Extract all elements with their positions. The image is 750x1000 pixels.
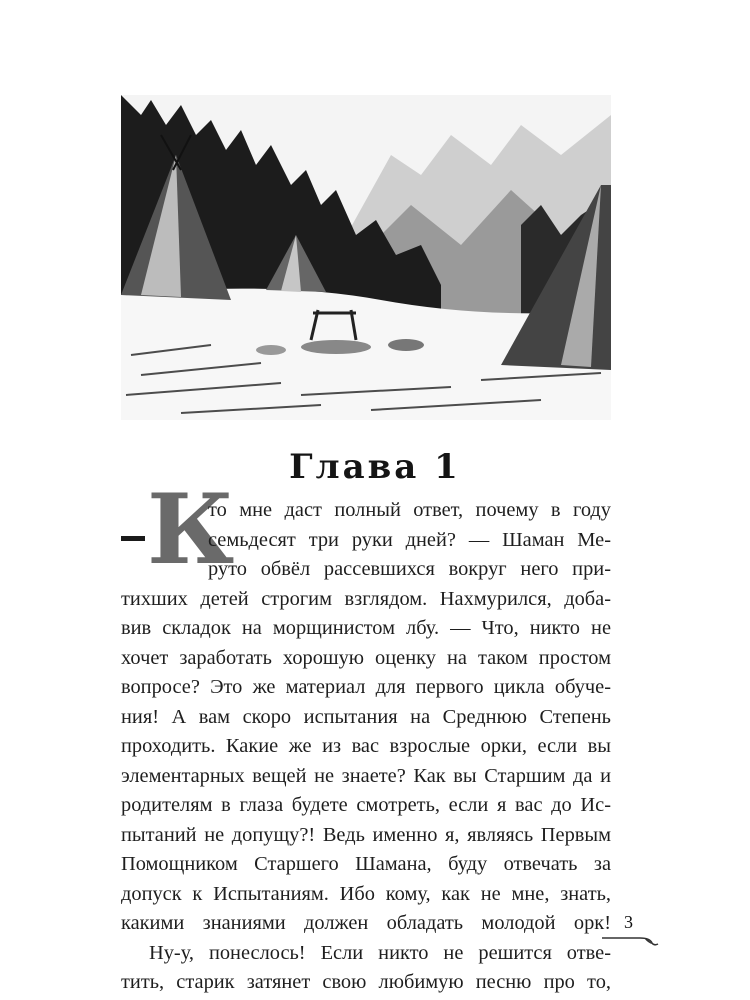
- text-line: проходить. Какие же из вас взрослые орки, если вы: [121, 735, 611, 757]
- chapter-illustration: [121, 95, 611, 420]
- text-line: пытаний не допущу?! Ведь именно я, являясь Первым: [121, 823, 611, 846]
- text-line: Помощником Старшего Шамана, буду отвечать за: [121, 853, 611, 875]
- drop-cap-letter: К: [147, 473, 235, 586]
- text-line: руто обвёл рассевшихся вокруг него при-: [208, 558, 611, 580]
- text-line: хочет заработать хорошую оценку на таком простом: [121, 646, 611, 669]
- page-ornament-icon: [600, 934, 660, 948]
- text-line: допуск к Испытаниям. Ибо кому, как не мне, знать,: [121, 882, 611, 905]
- text-line: семьдесят три руки дней? — Шаман Ме-: [208, 528, 611, 551]
- camp-landscape-image: [121, 95, 611, 420]
- text-line: тить, старик затянет свою любимую песню про то,: [121, 971, 611, 993]
- text-line: родителям в глаза будете смотреть, если я вас до Ис-: [121, 794, 611, 816]
- chapter-body: [121, 496, 611, 998]
- chapter-title: Глава 1: [289, 447, 461, 487]
- text-line: Ну-у, понеслось! Если никто не решится отве-: [149, 941, 611, 964]
- text-line: элементарных вещей не знаете? Как вы Старшим да и: [121, 764, 611, 787]
- text-line: тихших детей строгим взглядом. Нахмурился, доба-: [121, 587, 611, 610]
- text-line: вопросе? Это же материал для первого цикла обуче-: [121, 676, 611, 698]
- text-line: то мне даст полный ответ, почему в году: [208, 499, 611, 521]
- text-line: вив складок на морщинистом лбу. — Что, никто не: [121, 617, 611, 639]
- text-line: ния! А вам скоро испытания на Среднюю Степень: [121, 705, 611, 728]
- text-line: какими знаниями должен обладать молодой орк!: [121, 912, 611, 934]
- page-number: 3: [624, 912, 633, 932]
